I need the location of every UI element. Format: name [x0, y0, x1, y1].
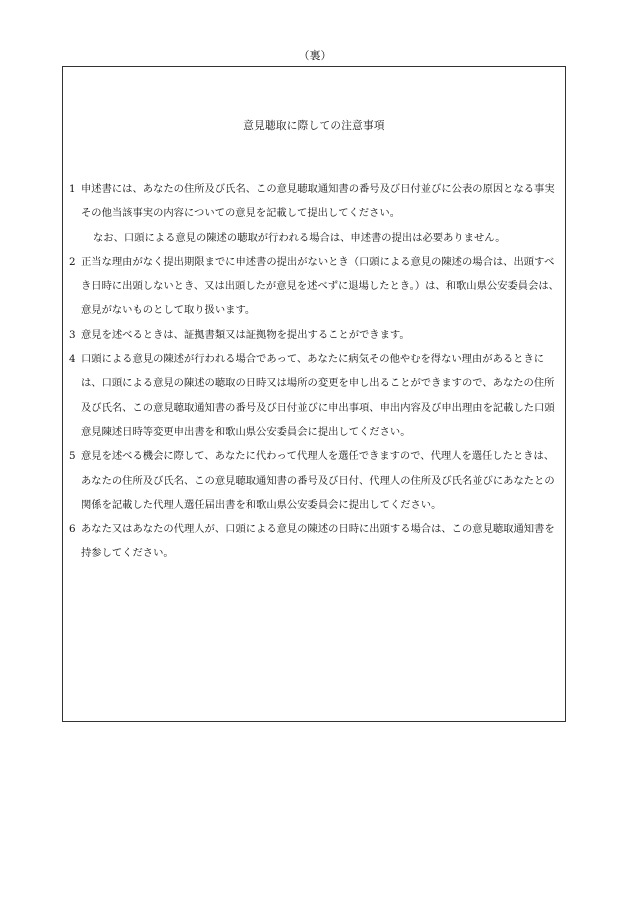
notice-frame	[62, 66, 566, 722]
item-number: 2	[69, 255, 76, 268]
item-number: 3	[69, 328, 76, 341]
notice-item-2	[69, 250, 561, 323]
item-number: 4	[69, 353, 76, 366]
item-text: 意見を述べる機会に際して、あなたに代わって代理人を選任できますので、代理人を選任したときは、あなたの住所及び氏名、この意見聴取通知書の番号及び日付、代理人の住所及び氏名並びにあなたとの関係を記載した代理人選任届出書を和歌山県公安委員会に提出してください。	[81, 450, 555, 511]
notice-item-1	[69, 177, 561, 226]
item-text: 正当な理由がなく提出期限までに申述書の提出がないとき（口頭による意見の陳述の場合は、出頭すべき日時に出頭しないとき、又は出頭したが意見を述べずに退場したとき。）は、和歌山県公安委員会は、意見がないものとして取り扱います。	[81, 255, 559, 317]
item-text: あなた又はあなたの代理人が、口頭による意見の陳述の日時に出頭する場合は、この意見聴取通知書を持参してください。	[81, 523, 555, 560]
document-title: 意見聴取に際しての注意事項	[243, 120, 385, 132]
notice-items	[69, 177, 561, 566]
item-number: 6	[69, 523, 76, 536]
item-text: 口頭による意見の陳述が行われる場合であって、あなたに病気その他やむを得ない理由があるときには、口頭による意見の陳述の聴取の日時又は場所の変更を申し出ることができますので、あなたの住所及び氏名、この意見聴取通知書の番号及び日付並びに申出事項、申出内容及び申出理由を記載した口頭意見陳述日時等変更申出書を和歌山県公安委員会に提出してください。	[81, 353, 555, 438]
item-text: 申述書には、あなたの住所及び氏名、この意見聴取通知書の番号及び日付並びに公表の原因となる事実その他当該事実の内容についての意見を記載して提出してください。	[81, 183, 555, 220]
item-number: 1	[69, 183, 76, 195]
notice-item-4	[69, 347, 561, 444]
notice-item-5	[69, 444, 561, 517]
item-text: 意見を述べるときは、証拠書類又は証拠物を提出することができます。	[81, 328, 410, 341]
page-marker: （裏）	[298, 49, 332, 62]
notice-item-6	[69, 517, 561, 566]
item-text: なお、口頭による意見の陳述の聴取が行われる場合は、申述書の提出は必要ありません。	[93, 231, 506, 244]
notice-item-3	[69, 323, 561, 347]
notice-item-1-note	[69, 226, 561, 250]
item-number: 5	[69, 450, 76, 463]
